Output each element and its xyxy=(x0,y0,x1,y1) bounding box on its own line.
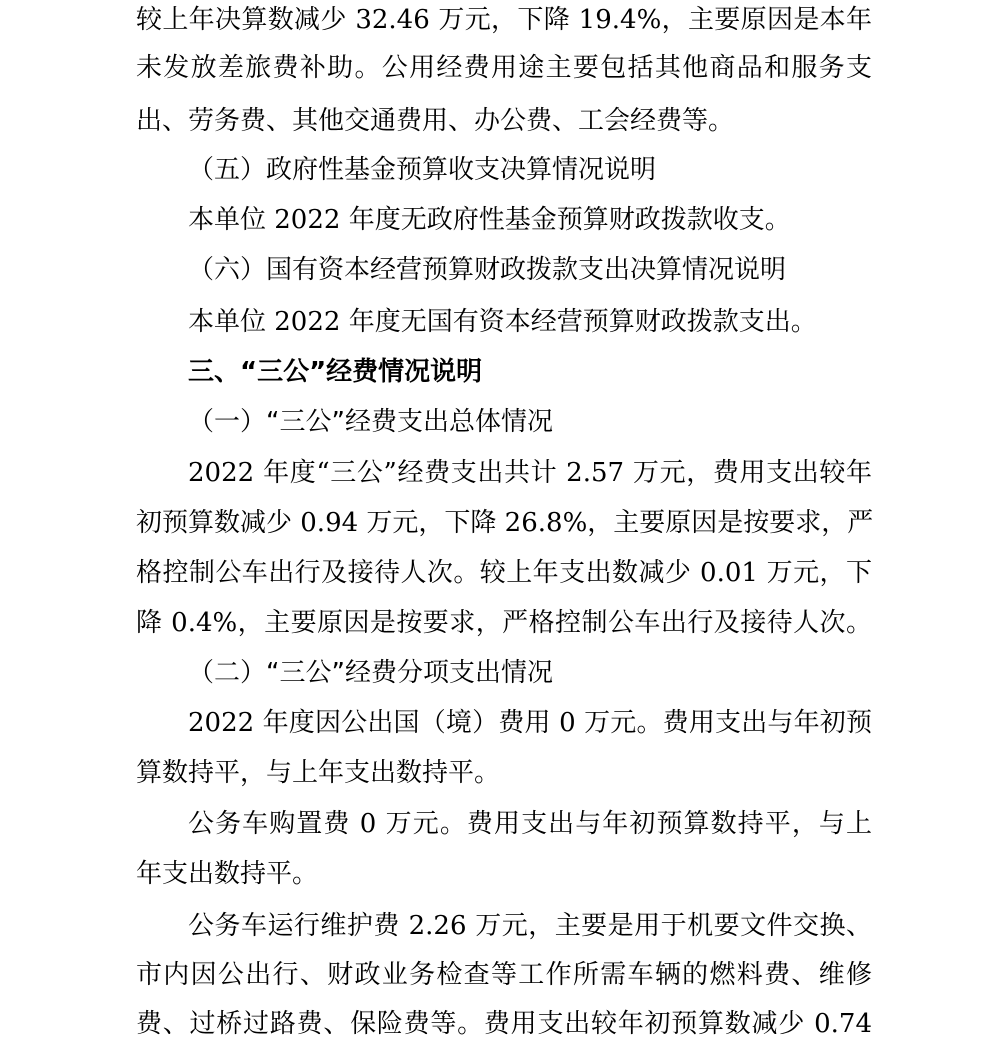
body-text-line: 未发放差旅费补助。公用经费用途主要包括其他商品和服务支 xyxy=(136,53,872,83)
body-text-line: 降 0.4%，主要原因是按要求，严格控制公车出行及接待人次。 xyxy=(136,608,872,638)
body-text-line: 公务车购置费 0 万元。费用支出与年初预算数持平，与上 xyxy=(188,809,872,839)
body-text-line: 市内因公出行、财政业务检查等工作所需车辆的燃料费、维修 xyxy=(136,960,872,990)
body-text-line: 初预算数减少 0.94 万元，下降 26.8%，主要原因是按要求，严 xyxy=(136,508,874,538)
body-text-line: 本单位 2022 年度无国有资本经营预算财政拨款支出。 xyxy=(188,307,817,337)
body-text-line: 算数持平，与上年支出数持平。 xyxy=(136,758,501,788)
subsection-heading: （六）国有资本经营预算财政拨款支出决算情况说明 xyxy=(188,255,787,285)
body-text-line: 出、劳务费、其他交通费用、办公费、工会经费等。 xyxy=(136,106,735,136)
body-text-line: 格控制公车出行及接待人次。较上年支出数减少 0.01 万元，下 xyxy=(136,558,872,588)
subsection-heading: （二）“三公”经费分项支出情况 xyxy=(188,658,553,688)
body-text-line: 公务车运行维护费 2.26 万元，主要是用于机要文件交换、 xyxy=(188,911,872,941)
body-text-line: 2022 年度“三公”经费支出共计 2.57 万元，费用支出较年 xyxy=(188,458,872,488)
subsection-heading: （五）政府性基金预算收支决算情况说明 xyxy=(188,155,657,185)
section-heading: 三、“三公”经费情况说明 xyxy=(188,357,483,387)
body-text-line: 年支出数持平。 xyxy=(136,859,319,889)
subsection-heading: （一）“三公”经费支出总体情况 xyxy=(188,407,553,437)
body-text-line: 较上年决算数减少 32.46 万元，下降 19.4%，主要原因是本年 xyxy=(136,5,872,35)
body-text-line: 2022 年度因公出国（境）费用 0 万元。费用支出与年初预 xyxy=(188,708,872,738)
body-text-line: 费、过桥过路费、保险费等。费用支出较年初预算数减少 0.74 xyxy=(136,1009,872,1039)
body-text-line: 本单位 2022 年度无政府性基金预算财政拨款收支。 xyxy=(188,205,791,235)
